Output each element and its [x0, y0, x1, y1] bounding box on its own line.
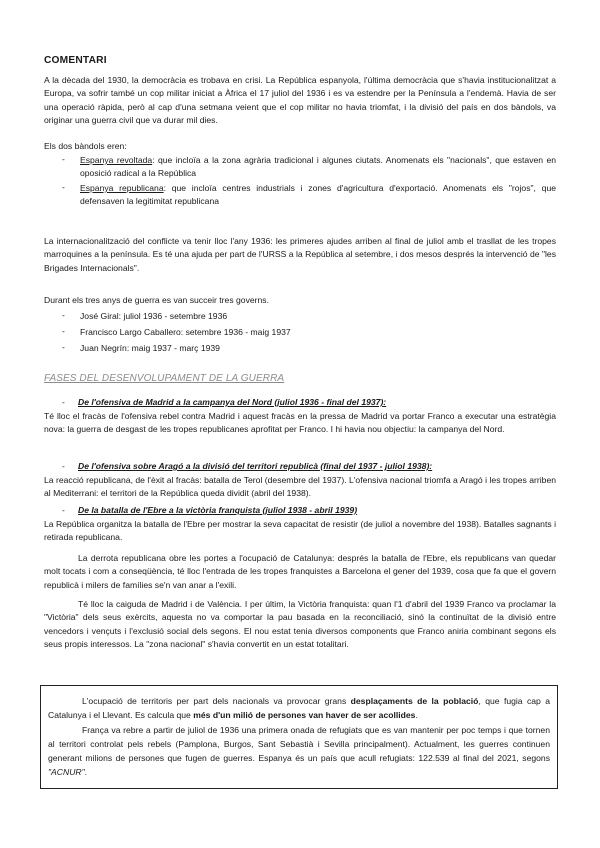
list-item-gov-2: Francisco Largo Caballero: setembre 1936 - maig 1937 — [80, 327, 291, 337]
fall-paragraph: Té lloc la caiguda de Madrid i de València. I per últim, la Victòria franquista: quan l'1 d'abril del 1939 Franco va proclamar la "Victòria" dels seus exèrcits, aquesta no va comportar la pau basada en la reconciliació, sinó la continuïtat de la divisió entre vencedors i vençuts i l'exclusió social dels segons. El nou estat tenia diversos components que Franco aniria combinant segons els seus propis interessos. La "zona nacional" s'havia convertit en un estat totalitari. — [44, 599, 556, 650]
list-dash: - — [62, 505, 65, 515]
phase-2-text: La reacció republicana, de l'èxit al fracàs: batalla de Terol (desembre del 1937). L'ofensiva nacional triomfa a Aragó i les tropes arriben al Mediterrani: el territori de la República queda dividit (abril del 1938). — [44, 475, 556, 499]
list-dash: - — [62, 461, 65, 471]
box-text: . — [84, 767, 88, 777]
side-name: Espanya revoltada — [80, 155, 153, 165]
list-dash: - — [62, 326, 65, 336]
list-item-side-1 — [80, 154, 556, 181]
phase-1-text: Té lloc el fracàs de l'ofensiva rebel contra Madrid i aquest fracàs en la pressa de Madrid va portar Franco a executar una estratègia nova: la guerra de desgast de les tropes republicanes aprofitat per Franco. I hi havia nou objectiu: la campanya del Nord. — [44, 411, 556, 435]
box-paragraph-1 — [48, 694, 550, 722]
list-item-gov-3: Juan Negrín: maig 1937 - març 1939 — [80, 343, 220, 353]
box-text: França va rebre a partir de juliol de 1936 una primera onada de refugiats que es van mantenir per poc temps i que tornen al territori controlat pels rebels (Pamplona, Burgos, Sant Sebastià i Sevilla principalment). Actualment, les guerres continuen generant milions de persones que fugen de guerres. Espanya és un país que acull refugiats: 122.539 al final del 2021, segons — [48, 725, 550, 763]
box-italic-text: "ACNUR" — [48, 767, 85, 777]
list-item-gov-1: José Giral: juliol 1936 - setembre 1936 — [80, 311, 228, 321]
page-title: COMENTARI — [44, 55, 107, 66]
box-paragraph-2 — [48, 723, 550, 779]
side-name: Espanya republicana — [80, 183, 164, 193]
phase-3-text: La República organitza la batalla de l'Ebre per mostrar la seva capacitat de resistir (de juliol a novembre del 1938). Batalles sagnants i retirada republicana. — [44, 519, 556, 543]
box-bold-text: més d'un milió de persones van haver de ser acollides — [193, 710, 416, 720]
sides-intro: Els dos bàndols eren: — [44, 141, 127, 151]
governments-intro: Durant els tres anys de guerra es van succeir tres governs. — [44, 295, 269, 305]
list-dash: - — [62, 182, 65, 192]
box-text: L'ocupació de territoris per part dels nacionals va provocar grans — [82, 696, 351, 706]
box-text: . — [415, 710, 418, 720]
box-bold-text: desplaçaments de la població — [350, 696, 479, 706]
phase-2-title: De l'ofensiva sobre Aragó a la divisió del territori republicà (final del 1937 - juliol 1938): — [78, 461, 433, 471]
list-item-side-2 — [80, 182, 556, 209]
list-dash: - — [62, 154, 65, 164]
list-dash: - — [62, 310, 65, 320]
phase-1-title: De l'ofensiva de Madrid a la campanya del Nord (juliol 1936 - final del 1937): — [78, 397, 387, 407]
list-dash: - — [62, 342, 65, 352]
intro-paragraph: A la dècada del 1930, la democràcia es trobava en crisi. La República espanyola, l'última democràcia que s'havia institucionalitzat a Europa, va sofrir també un cop militar iniciat a Àfrica el 17 juliol del 1936 i es va estendre per la Península a l'endemà. Havia de ser una operació ràpida, però al cap d'una setmana veient que el cop militar no havia triomfat, i la divisió del país en dos bàndols, va originar una guerra civil que va durar mil dies. — [44, 75, 556, 126]
internationalization-paragraph: La internacionalització del conflicte va tenir lloc l'any 1936: les primeres ajudes arriben al final de juliol amb el trasllat de les tropes marroquines a la península. Es té una ajuda per part de l'URSS a la República al setembre, i dos mesos després la intervenció de "les Brigades Internacionals". — [44, 236, 556, 273]
side-desc: : que incloïa a la zona agrària tradicional i algunes ciutats. Anomenats els "nacionals", que estaven en oposició radical a la República — [80, 155, 556, 179]
box-text: , que fugia cap a Catalunya i el Llevant. Es calcula que — [48, 696, 550, 720]
defeat-paragraph: La derrota republicana obre les portes a l'ocupació de Catalunya: després la batalla de l'Ebre, els republicans van quedar molt tocats i com a conseqüència, té lloc l'entrada de les tropes franquistes a Barcelona el gener del 1939, cosa que fa que el govern republicà i milers de famílies se'n van anar a l'exili. — [44, 553, 556, 590]
side-desc: : que incloïa centres industrials i zones d'agricultura d'exportació. Anomenats els "rojos", que defensaven la legitimitat republicana — [80, 183, 557, 207]
phase-3-title: De la batalla de l'Ebre a la victòria franquista (juliol 1938 - abril 1939) — [78, 505, 358, 515]
list-dash: - — [62, 397, 65, 407]
section-heading-phases: FASES DEL DESENVOLUPAMENT DE LA GUERRA — [44, 373, 285, 384]
